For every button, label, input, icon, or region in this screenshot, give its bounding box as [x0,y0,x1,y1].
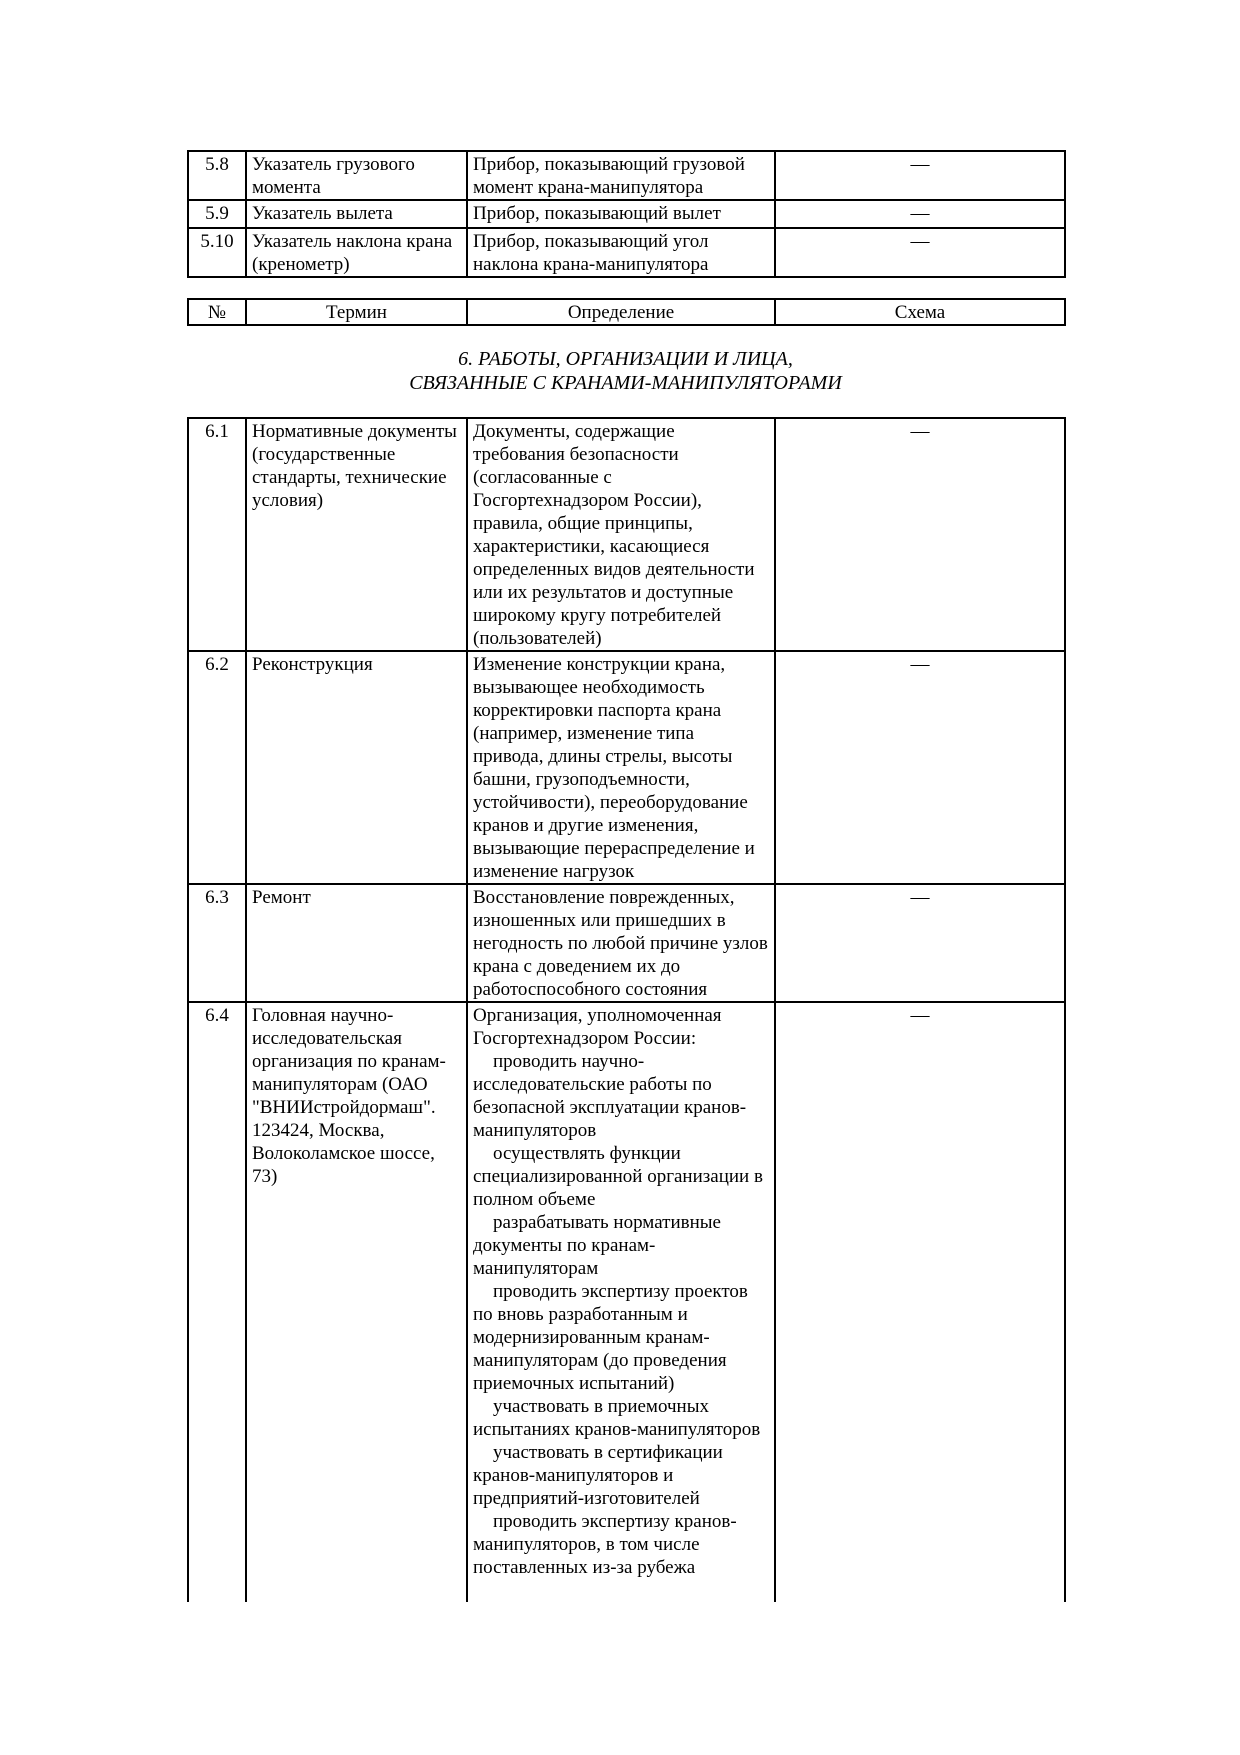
row-term: Указатель наклона крана (кренометр) [246,228,467,277]
row-number: 6.1 [188,418,246,651]
row-number: 5.9 [188,200,246,228]
definition-item: участвовать в сертификации кранов-манипуляторов и предприятий-изготовителей [473,1442,723,1509]
row-definition: Прибор, показывающий вылет [467,200,775,228]
table-header [187,298,1066,326]
row-definition: Прибор, показывающий грузовой момент крана-манипулятора [467,151,775,200]
definition-item: участвовать в приемочных испытаниях кранов-манипуляторов [473,1396,761,1440]
row-definition [467,1002,775,1602]
section-title-line-1: 6. РАБОТЫ, ОРГАНИЗАЦИИ И ЛИЦА, [458,348,793,370]
header-term: Термин [246,299,467,325]
row-term: Головная научно-исследовательская организация по кранам-манипуляторам (ОАО "ВНИИстройдормаш". 123424, Москва, Волоколамское шоссе, 73) [246,1002,467,1602]
definition-item: проводить экспертизу кранов-манипуляторов, в том числе поставленных из-за рубежа [473,1511,737,1578]
row-scheme: — [775,884,1065,1002]
table-row [188,200,1065,228]
row-term: Реконструкция [246,651,467,884]
row-number: 6.4 [188,1002,246,1602]
table-row [188,884,1065,1002]
row-definition: Изменение конструкции крана, вызывающее необходимость корректировки паспорта крана (например, изменение типа привода, длины стрелы, высоты башни, грузоподъемности, устойчивости), переоборудование кранов и другие изменения, вызывающие перераспределение и изменение нагрузок [467,651,775,884]
row-definition: Документы, содержащие требования безопасности (согласованные с Госгортехнадзором России), правила, общие принципы, характеристики, касающиеся определенных видов деятельности или их результатов и доступные широкому кругу потребителей (пользователей) [467,418,775,651]
row-scheme: — [775,228,1065,277]
row-scheme: — [775,200,1065,228]
terms-table-main [187,417,1066,1602]
header-scheme: Схема [775,299,1065,325]
section-title-line-2: СВЯЗАННЫЕ С КРАНАМИ-МАНИПУЛЯТОРАМИ [409,372,842,394]
table-row [188,151,1065,200]
header-row [188,299,1065,325]
row-scheme: — [775,1002,1065,1602]
row-term: Указатель грузового момента [246,151,467,200]
row-number: 6.3 [188,884,246,1002]
table-row [188,228,1065,277]
row-number: 6.2 [188,651,246,884]
table-row [188,1002,1065,1602]
row-number: 5.10 [188,228,246,277]
row-term: Нормативные документы (государственные стандарты, технические условия) [246,418,467,651]
row-scheme: — [775,418,1065,651]
table-row [188,651,1065,884]
header-number: № [188,299,246,325]
definition-item: проводить научно-исследовательские работы по безопасной эксплуатации кранов-манипуляторов [473,1051,747,1141]
row-number: 5.8 [188,151,246,200]
definition-intro: Организация, уполномоченная Госгортехнадзором России: [473,1005,722,1049]
section-title [187,347,1064,395]
row-term: Ремонт [246,884,467,1002]
header-definition: Определение [467,299,775,325]
table-row [188,418,1065,651]
row-scheme: — [775,651,1065,884]
row-definition: Восстановление поврежденных, изношенных или пришедших в негодность по любой причине узлов крана с доведением их до работоспособного состояния [467,884,775,1002]
terms-table-top [187,150,1066,278]
row-definition: Прибор, показывающий угол наклона крана-манипулятора [467,228,775,277]
definition-item: проводить экспертизу проектов по вновь разработанным и модернизированным кранам-манипуляторам (до проведения приемочных испытаний) [473,1281,748,1394]
definition-item: осуществлять функции специализированной организации в полном объеме [473,1143,763,1210]
definition-item: разрабатывать нормативные документы по кранам-манипуляторам [473,1212,721,1279]
row-term: Указатель вылета [246,200,467,228]
row-scheme: — [775,151,1065,200]
